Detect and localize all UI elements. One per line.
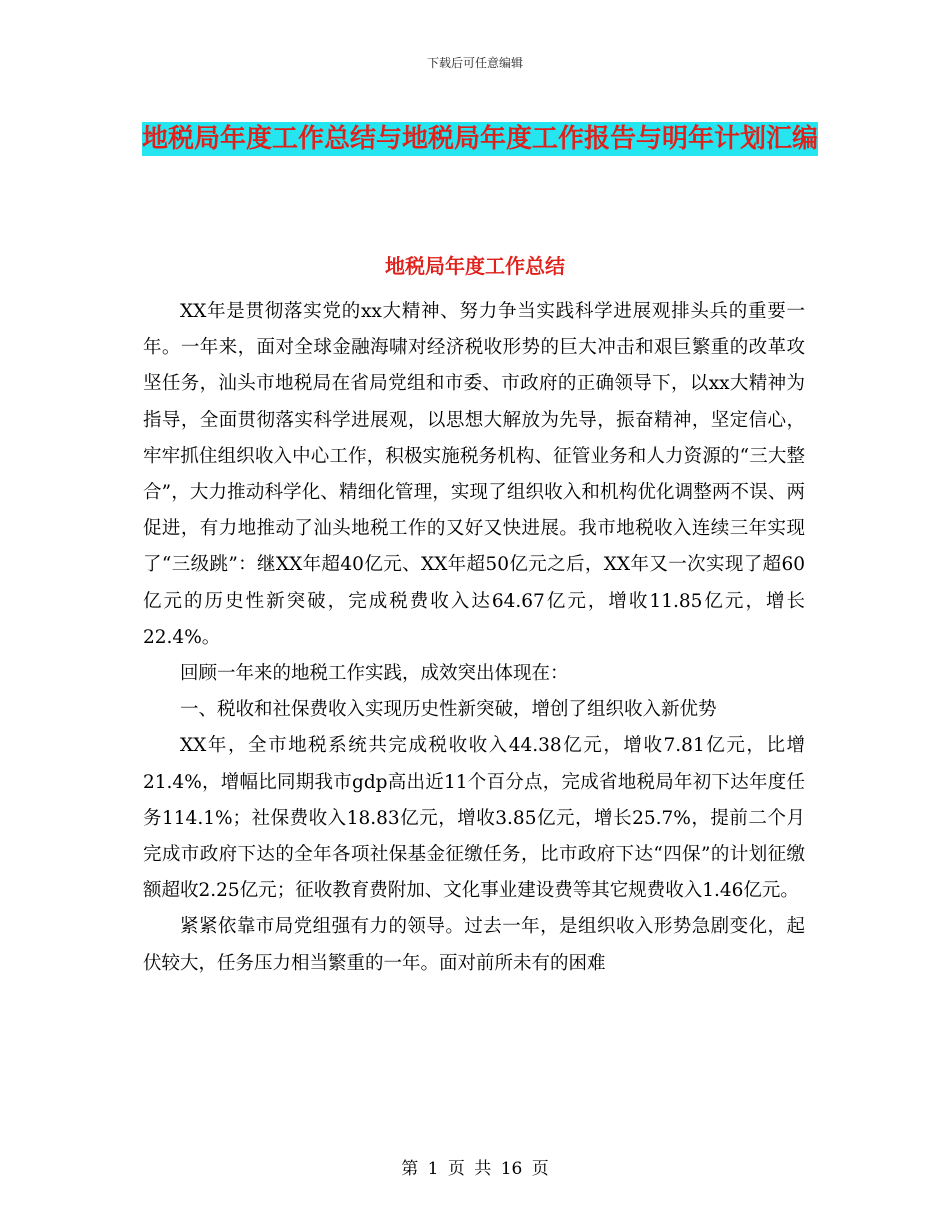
header-note: 下载后可任意编辑 [426, 56, 523, 70]
body-text [143, 294, 805, 982]
main-title-text: 地税局年度工作总结与地税局年度工作报告与明年计划汇编 [141, 124, 818, 154]
section-title: 地税局年度工作总结 [385, 254, 565, 278]
page-footer: 第 1 页 共 16 页 [401, 1159, 549, 1179]
paragraph: 紧紧依靠市局党组强有力的领导。过去一年，是组织收入形势急剧变化，起伏较大，任务压力相当繁重的一年。面对前所未有的困难 [143, 916, 805, 974]
paragraph: XX年是贯彻落实党的xx大精神、努力争当实践科学进展观排头兵的重要一年。一年来，面对全球金融海啸对经济税收形势的巨大冲击和艰巨繁重的改革攻坚任务，汕头市地税局在省局党组和市委、市政府的正确领导下，以xx大精神为指导，全面贯彻落实科学进展观，以思想大解放为先导，振奋精神，坚定信心，牢牢抓住组织收入中心工作，积极实施税务机构、征管业务和人力资源的“三大整合”，大力推动科学化、精细化管理，实现了组织收入和机构优化调整两不误、两促进，有力地推动了汕头地税工作的又好又快进展。我市地税收入连续三年实现了“三级跳”：继XX年超40亿元、XX年超50亿元之后，XX年又一次实现了超60亿元的历史性新突破，完成税费收入达64.67亿元，增收11.85亿元，增长22.4%。 [143, 301, 805, 648]
paragraph: 一、税收和社保费收入实现历史性新突破，增创了组织收入新优势 [180, 699, 717, 721]
paragraph: 回顾一年来的地税工作实践，成效突出体现在： [180, 663, 569, 685]
paragraph: XX年，全市地税系统共完成税收收入44.38亿元，增收7.81亿元，比增21.4%，增幅比同期我市gdp高出近11个百分点，完成省地税局年初下达年度任务114.1%；社保费收入18.83亿元，增收3.85亿元，增长25.7%，提前二个月完成市政府下达的全年各项社保基金征缴任务，比市政府下达“四保”的计划征缴额超收2.25亿元；征收教育费附加、文化事业建设费等其它规费收入1.46亿元。 [143, 735, 805, 902]
main-title [140, 112, 820, 166]
